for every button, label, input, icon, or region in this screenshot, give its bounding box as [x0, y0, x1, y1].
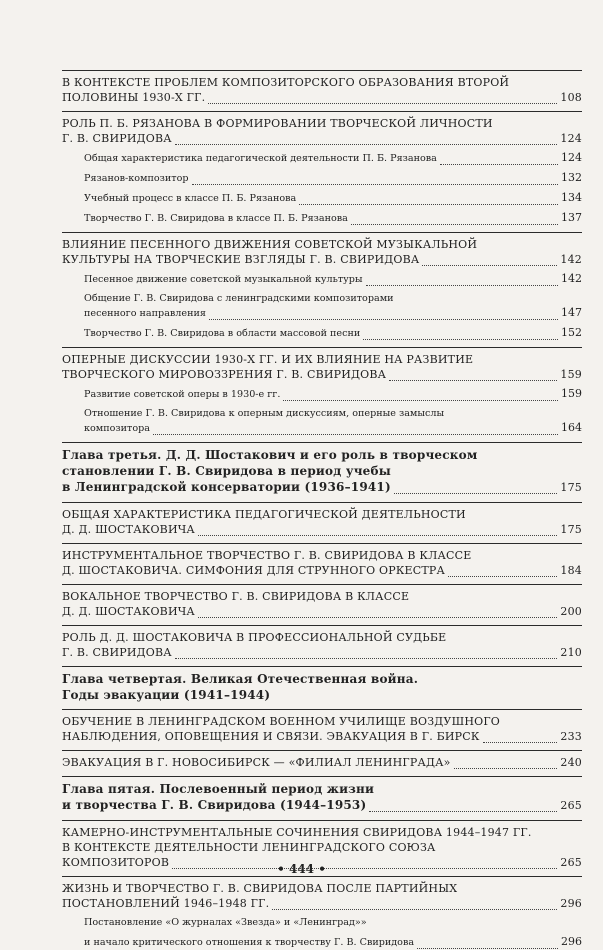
- toc-subentry: [62, 326, 582, 341]
- entry-title-line: Песенное движение советской музыкальной культуры: [84, 274, 363, 285]
- entry-title-line: Годы эвакуации (1941–1944): [62, 688, 271, 702]
- entry-title-line: Творчество Г. В. Свиридова в классе П. Б. Рязанова: [84, 213, 348, 224]
- entry-title-line: ВЛИЯНИЕ ПЕСЕННОГО ДВИЖЕНИЯ СОВЕТСКОЙ МУЗЫКАЛЬНОЙ: [62, 238, 478, 251]
- entry-title-line: Постановление «О журналах «Звезда» и «Ленинград»»: [84, 917, 367, 928]
- entry-title-line: Д. Д. ШОСТАКОВИЧА: [62, 605, 195, 618]
- dot-leader: [351, 223, 558, 225]
- dot-leader: [417, 947, 558, 949]
- entry-title-line: Глава четвертая. Великая Отечественная война.: [62, 672, 419, 686]
- entry-title-line: ОБУЧЕНИЕ В ЛЕНИНГРАДСКОМ ВОЕННОМ УЧИЛИЩЕ ВОЗДУШНОГО: [62, 715, 501, 728]
- entry-title-line: РОЛЬ Д. Д. ШОСТАКОВИЧА В ПРОФЕССИОНАЛЬНОЙ СУДЬБЕ: [62, 631, 447, 644]
- toc-subentry: [62, 151, 582, 166]
- page-number: 296: [560, 897, 582, 910]
- dot-leader: [192, 183, 558, 185]
- toc-entry: [62, 347, 582, 382]
- dot-leader: [389, 379, 557, 381]
- entry-title-line: Учебный процесс в классе П. Б. Рязанова: [84, 193, 297, 204]
- page-number: 124: [561, 151, 582, 164]
- entry-title-line: становлении Г. В. Свиридова в период учебы: [62, 464, 391, 478]
- toc-entry: [62, 750, 582, 770]
- page-number: 147: [561, 306, 582, 319]
- entry-title-line: Г. В. СВИРИДОВА: [62, 132, 172, 145]
- entry-title-line: ЭВАКУАЦИЯ В Г. НОВОСИБИРСК — «ФИЛИАЛ ЛЕНИНГРАДА»: [62, 756, 451, 769]
- page-number: 210: [560, 646, 582, 659]
- entry-title-line: Г. В. СВИРИДОВА: [62, 646, 172, 659]
- entry-title-line: КУЛЬТУРЫ НА ТВОРЧЕСКИЕ ВЗГЛЯДЫ Г. В. СВИРИДОВА: [62, 253, 420, 266]
- page-number: 142: [561, 272, 582, 285]
- dot-leader: [283, 399, 558, 401]
- page-number: 132: [561, 171, 582, 184]
- dot-leader: [366, 284, 558, 286]
- entry-title-line: ТВОРЧЕСКОГО МИРОВОЗЗРЕНИЯ Г. В. СВИРИДОВА: [62, 368, 387, 381]
- page-folio: • 444 •: [277, 862, 326, 876]
- dot-leader: [272, 908, 557, 910]
- toc-subentry: [62, 387, 582, 402]
- toc-subentry: [62, 191, 582, 206]
- entry-title-line: В КОНТЕКСТЕ ДЕЯТЕЛЬНОСТИ ЛЕНИНГРАДСКОГО СОЮЗА: [62, 841, 436, 854]
- page-number: 134: [561, 191, 582, 204]
- page-number: 240: [560, 756, 582, 769]
- entry-title-line: РОЛЬ П. Б. РЯЗАНОВА В ФОРМИРОВАНИИ ТВОРЧЕСКОЙ ЛИЧНОСТИ: [62, 117, 493, 130]
- page-number: 152: [561, 326, 582, 339]
- toc-chapter: [62, 442, 582, 496]
- dot-leader: [175, 143, 558, 145]
- page-number: 265: [560, 856, 582, 869]
- entry-title-line: Творчество Г. В. Свиридова в области массовой песни: [84, 328, 361, 339]
- entry-title-line: ОБЩАЯ ХАРАКТЕРИСТИКА ПЕДАГОГИЧЕСКОЙ ДЕЯТЕЛЬНОСТИ: [62, 508, 466, 521]
- entry-title-line: Д. Д. ШОСТАКОВИЧА: [62, 523, 195, 536]
- entry-title-line: Глава пятая. Послевоенный период жизни: [62, 782, 375, 796]
- toc-subentry: [62, 211, 582, 226]
- entry-title-line: Рязанов-композитор: [84, 173, 189, 184]
- entry-title-line: В КОНТЕКСТЕ ПРОБЛЕМ КОМПОЗИТОРСКОГО ОБРАЗОВАНИЯ ВТОРОЙ: [62, 76, 510, 89]
- dot-leader: [483, 741, 558, 743]
- dot-leader: [369, 810, 557, 812]
- toc-entry: [62, 876, 582, 911]
- toc-entry: [62, 543, 582, 578]
- page-number: 159: [560, 368, 582, 381]
- toc-chapter: [62, 776, 582, 814]
- toc-entry: [62, 502, 582, 537]
- dot-leader: [209, 318, 558, 320]
- dot-leader: [198, 616, 557, 618]
- dot-leader: [208, 102, 557, 104]
- entry-title-line: ПОСТАНОВЛЕНИЙ 1946–1948 ГГ.: [62, 897, 270, 910]
- entry-title-line: КОМПОЗИТОРОВ: [62, 856, 170, 869]
- toc-subentry: [62, 292, 582, 321]
- toc-entry: [62, 625, 582, 660]
- dot-leader: [198, 534, 557, 536]
- page-number: 124: [560, 132, 582, 145]
- page-number: 175: [560, 481, 582, 494]
- toc-subentry: [62, 916, 582, 930]
- dot-leader: [422, 264, 557, 266]
- dot-leader: [153, 433, 558, 435]
- toc-subentry: [62, 171, 582, 186]
- entry-title-line: КАМЕРНО-ИНСТРУМЕНТАЛЬНЫЕ СОЧИНЕНИЯ СВИРИДОВА 1944–1947 ГГ.: [62, 826, 532, 839]
- dot-leader: [299, 203, 558, 205]
- entry-title-line: Глава третья. Д. Д. Шостакович и его роль в творческом: [62, 448, 478, 462]
- entry-title-line: ОПЕРНЫЕ ДИСКУССИИ 1930-Х ГГ. И ИХ ВЛИЯНИЕ НА РАЗВИТИЕ: [62, 353, 474, 366]
- entry-title-line: ПОЛОВИНЫ 1930-Х ГГ.: [62, 91, 206, 104]
- entry-title-line: Отношение Г. В. Свиридова к оперным дискуссиям, оперные замыслы: [84, 408, 445, 419]
- toc-subentry: [62, 407, 582, 436]
- toc-subentry: [62, 272, 582, 287]
- entry-title-line: ВОКАЛЬНОЕ ТВОРЧЕСТВО Г. В. СВИРИДОВА В КЛАССЕ: [62, 590, 410, 603]
- dot-leader: [363, 338, 558, 340]
- dot-leader: [175, 657, 558, 659]
- page-number: 175: [560, 523, 582, 536]
- entry-title-line: песенного направления: [84, 308, 206, 319]
- dot-leader: [394, 492, 558, 494]
- page-number: 108: [560, 91, 582, 104]
- entry-title-line: композитора: [84, 423, 150, 434]
- page-number: 184: [560, 564, 582, 577]
- entry-title-line: Развитие советской оперы в 1930-е гг.: [84, 389, 281, 400]
- page-number: 137: [561, 211, 582, 224]
- table-of-contents: [62, 64, 582, 950]
- toc-chapter: [62, 666, 582, 703]
- entry-title-line: и творчества Г. В. Свиридова (1944–1953): [62, 798, 367, 812]
- page-number: 200: [560, 605, 582, 618]
- toc-subentry: [62, 935, 582, 950]
- entry-title-line: и начало критического отношения к творчеству Г. В. Свиридова: [84, 937, 415, 948]
- toc-entry: [62, 70, 582, 105]
- entry-title-line: Д. ШОСТАКОВИЧА. СИМФОНИЯ ДЛЯ СТРУННОГО ОРКЕСТРА: [62, 564, 446, 577]
- page-number: 159: [561, 387, 582, 400]
- toc-entry: [62, 709, 582, 744]
- entry-title-line: ИНСТРУМЕНТАЛЬНОЕ ТВОРЧЕСТВО Г. В. СВИРИДОВА В КЛАССЕ: [62, 549, 472, 562]
- dot-leader: [454, 767, 558, 769]
- entry-title-line: Общая характеристика педагогической деятельности П. Б. Рязанова: [84, 153, 437, 164]
- entry-title-line: в Ленинградской консерватории (1936–1941): [62, 480, 391, 494]
- toc-entry: [62, 111, 582, 146]
- page-number: 142: [560, 253, 582, 266]
- entry-title-line: НАБЛЮДЕНИЯ, ОПОВЕЩЕНИЯ И СВЯЗИ. ЭВАКУАЦИЯ В Г. БИРСК: [62, 730, 480, 743]
- page-number: 164: [561, 421, 582, 434]
- page-number: 233: [560, 730, 582, 743]
- dot-leader: [448, 575, 557, 577]
- entry-title-line: Общение Г. В. Свиридова с ленинградскими композиторами: [84, 293, 394, 304]
- toc-entry: [62, 232, 582, 267]
- page-number: 296: [561, 935, 582, 948]
- page-number: 265: [560, 799, 582, 812]
- dot-leader: [440, 163, 558, 165]
- entry-title-line: ЖИЗНЬ И ТВОРЧЕСТВО Г. В. СВИРИДОВА ПОСЛЕ ПАРТИЙНЫХ: [62, 882, 458, 895]
- toc-entry: [62, 584, 582, 619]
